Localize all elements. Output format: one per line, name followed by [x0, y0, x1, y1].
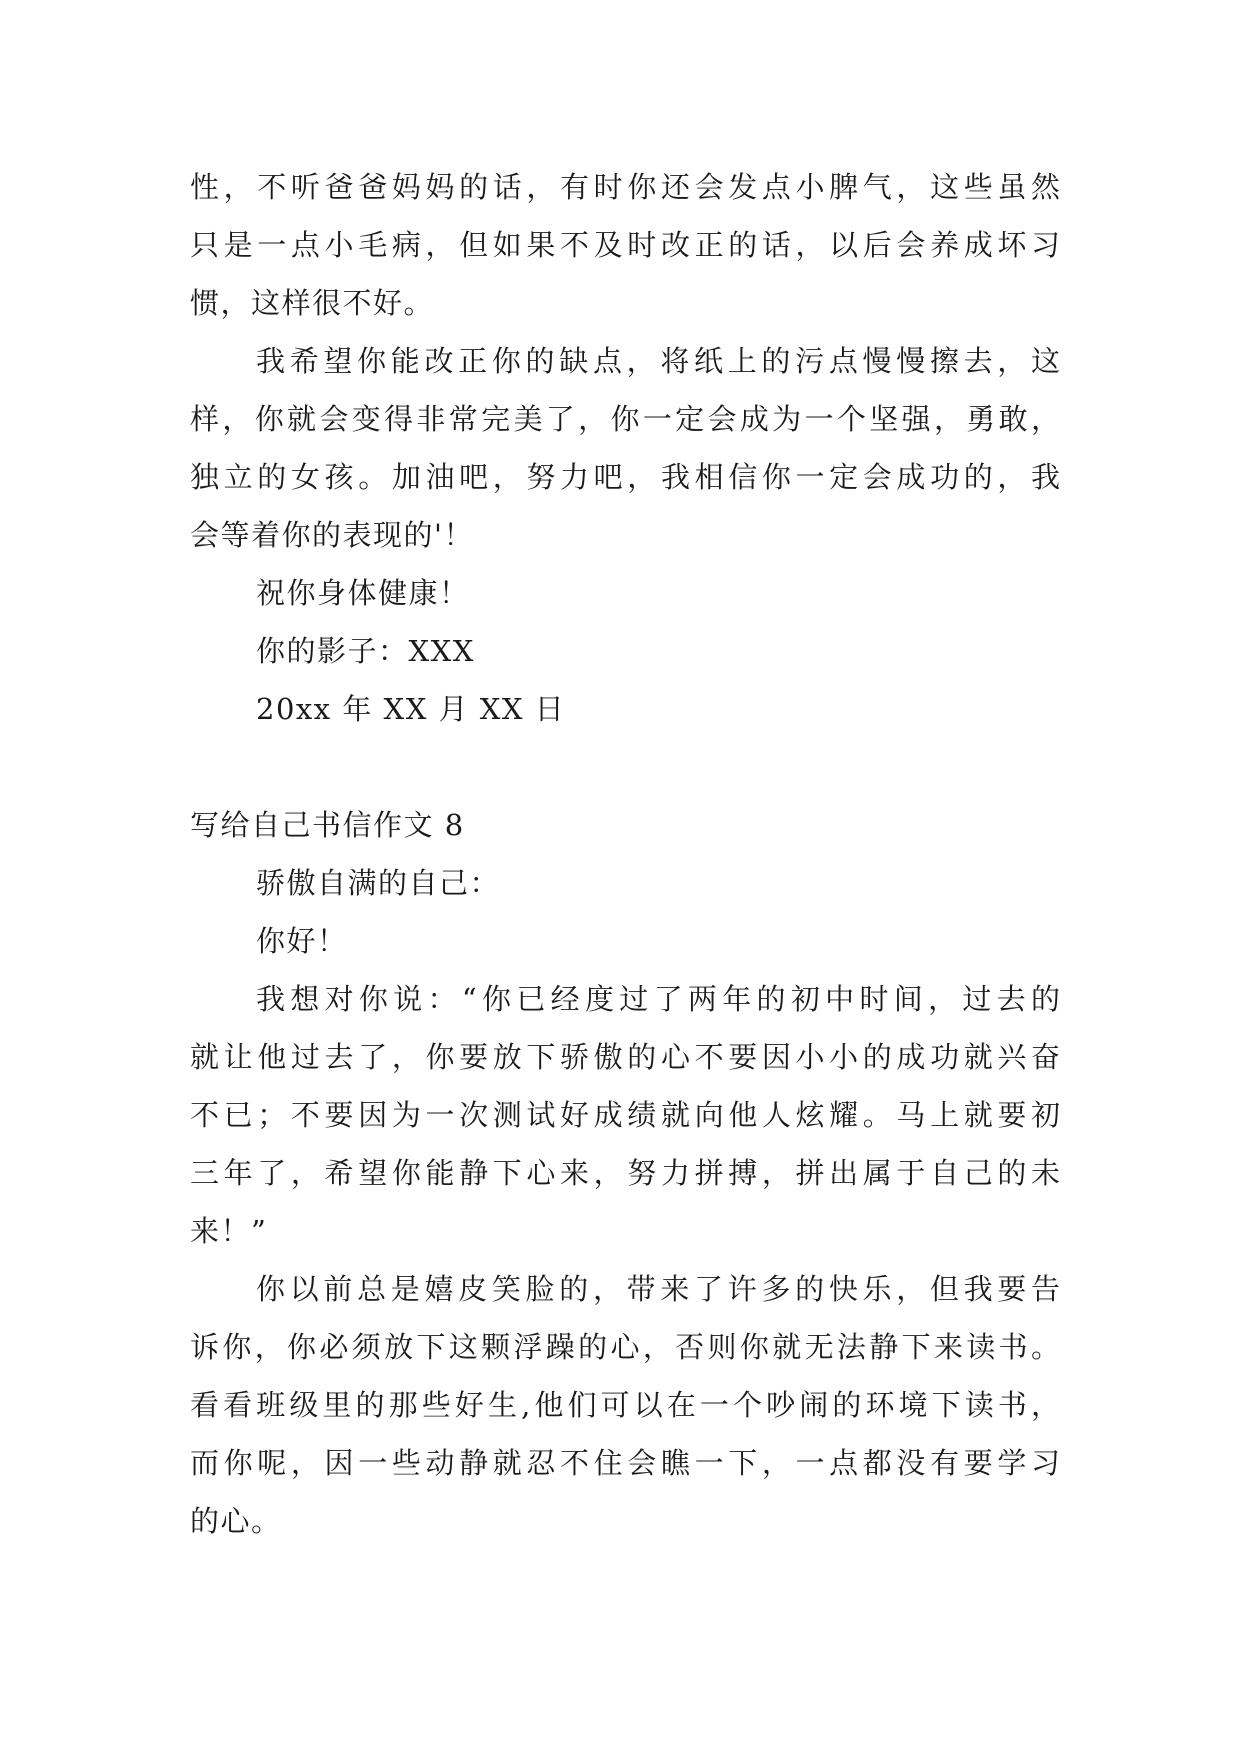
paragraph-line: 惯，这样很不好。	[190, 286, 435, 320]
paragraph-line: 的心。	[190, 1504, 282, 1538]
paragraph-line: 而你呢，因一些动静就忍不住会瞧一下，一点都没有要学习	[190, 1446, 1060, 1480]
paragraph-line: 独立的女孩。加油吧，努力吧，我相信你一定会成功的，我	[190, 460, 1060, 494]
closing-greeting: 祝你身体健康！	[256, 576, 470, 610]
salutation: 骄傲自满的自己：	[256, 866, 501, 900]
paragraph-line: 只是一点小毛病，但如果不及时改正的话，以后会养成坏习	[190, 228, 1060, 262]
paragraph-line: 我想对你说：“你已经度过了两年的初中时间，过去的	[256, 982, 1060, 1016]
paragraph-line: 诉你，你必须放下这颗浮躁的心，否则你就无法静下来读书。	[190, 1330, 1060, 1364]
paragraph-line: 你以前总是嬉皮笑脸的，带来了许多的快乐，但我要告	[256, 1272, 1060, 1306]
paragraph-line: 看看班级里的那些好生,他们可以在一个吵闹的环境下读书，	[190, 1388, 1060, 1422]
signature: 你的影子：XXX	[256, 634, 475, 668]
letter-section-2	[190, 796, 1060, 1550]
paragraph-line: 就让他过去了，你要放下骄傲的心不要因小小的成功就兴奋	[190, 1040, 1060, 1074]
paragraph-line: 三年了，希望你能静下心来，努力拼搏，拼出属于自己的未	[190, 1156, 1060, 1190]
greeting: 你好！	[256, 924, 348, 958]
letter-section-1	[190, 158, 1060, 738]
paragraph-line: 会等着你的表现的'！	[190, 518, 474, 552]
section-gap	[190, 738, 1060, 796]
paragraph-line: 我希望你能改正你的缺点，将纸上的污点慢慢擦去，这	[256, 344, 1060, 378]
letter-date: 20xx 年 XX 月 XX 日	[256, 692, 566, 726]
paragraph-line: 样，你就会变得非常完美了，你一定会成为一个坚强，勇敢，	[190, 402, 1060, 436]
paragraph-line: 不已；不要因为一次测试好成绩就向他人炫耀。马上就要初	[190, 1098, 1060, 1132]
paragraph-line: 性，不听爸爸妈妈的话，有时你还会发点小脾气，这些虽然	[190, 170, 1060, 204]
document-page	[190, 158, 1060, 1550]
section-heading: 写给自己书信作文 8	[190, 808, 465, 842]
paragraph-line: 来！”	[190, 1214, 268, 1248]
